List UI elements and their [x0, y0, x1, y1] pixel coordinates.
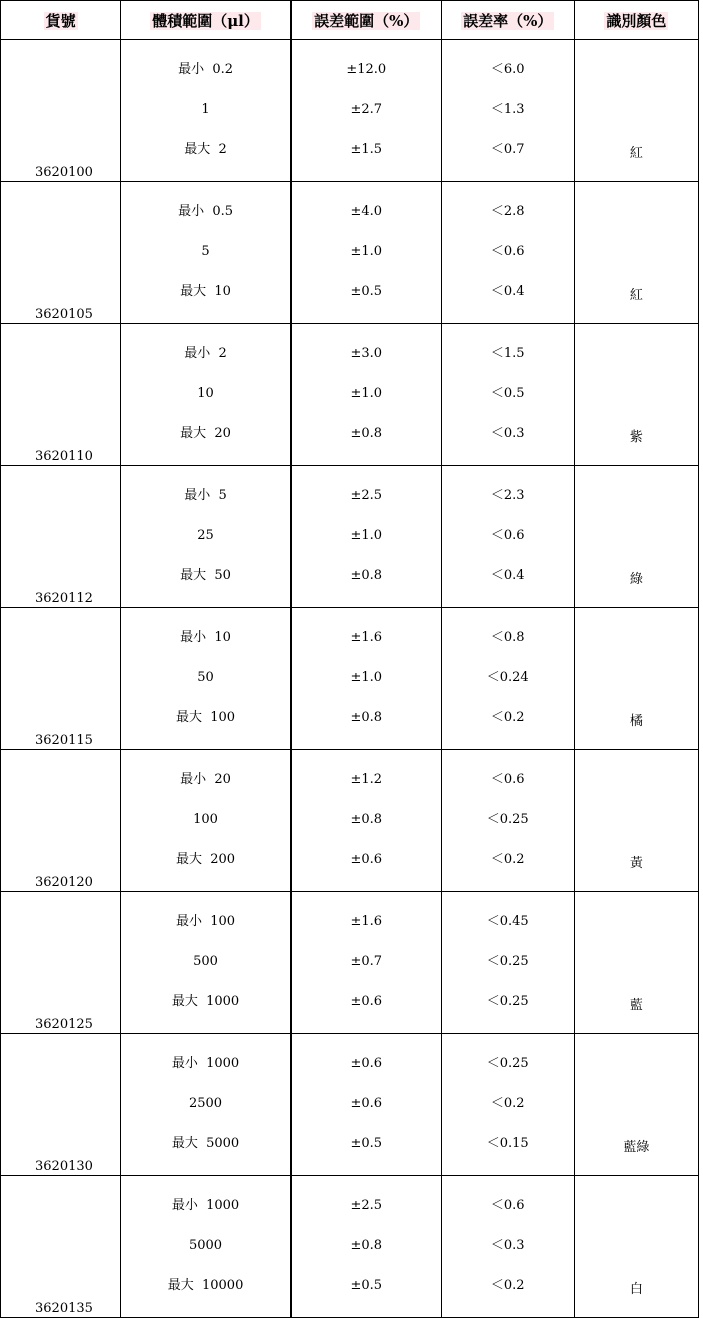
volume-value: 最小 1000	[171, 1198, 240, 1213]
rate-value: ＜0.25	[486, 812, 529, 827]
rate-value: ＜0.2	[490, 1096, 525, 1111]
header-color: 識別顏色	[574, 1, 698, 40]
color-value: 紫	[629, 430, 643, 445]
rate-value: ＜0.8	[490, 630, 525, 645]
error-value: ±2.5	[350, 488, 383, 503]
color-cell	[574, 608, 698, 750]
volume-value: 最小 2	[184, 346, 227, 361]
volume-value: 最小 20	[180, 772, 231, 787]
sku-value: 3620112	[35, 591, 93, 606]
rate-value: ＜0.4	[490, 568, 525, 583]
rate-value: ＜0.2	[490, 1278, 525, 1293]
color-value: 綠	[629, 572, 643, 587]
volume-value: 最大 200	[176, 852, 236, 867]
color-cell	[574, 182, 698, 324]
error-value: ±1.5	[350, 142, 383, 157]
volume-value: 最大 5000	[171, 1136, 240, 1151]
volume-cell	[121, 324, 291, 466]
error-cell	[291, 182, 441, 324]
error-value: ±0.8	[350, 812, 383, 827]
volume-value: 500	[193, 954, 218, 969]
volume-value: 2500	[188, 1096, 223, 1111]
volume-value: 最小 0.5	[178, 204, 234, 219]
table-row	[1, 40, 699, 182]
volume-cell	[121, 892, 291, 1034]
color-value: 藍	[629, 998, 643, 1013]
sku-value: 3620130	[35, 1159, 93, 1174]
rate-cell	[441, 466, 574, 608]
sku-value: 3620100	[35, 165, 93, 180]
header-sku: 貨號	[1, 1, 121, 40]
color-cell	[574, 40, 698, 182]
error-cell	[291, 1176, 441, 1318]
rate-value: ＜0.2	[490, 852, 525, 867]
sku-cell	[1, 750, 121, 892]
error-cell	[291, 466, 441, 608]
color-cell	[574, 750, 698, 892]
rate-cell	[441, 1176, 574, 1318]
volume-cell	[121, 750, 291, 892]
sku-value: 3620125	[35, 1017, 93, 1032]
error-cell	[291, 40, 441, 182]
volume-value: 最大 20	[180, 426, 231, 441]
rate-value: ＜2.3	[490, 488, 525, 503]
color-cell	[574, 1034, 698, 1176]
error-value: ±0.5	[350, 284, 383, 299]
error-value: ±0.8	[350, 568, 383, 583]
error-value: ±0.8	[350, 1238, 383, 1253]
error-value: ±12.0	[346, 62, 387, 77]
header-error: 誤差範圍（%）	[291, 1, 441, 40]
sku-value: 3620135	[35, 1301, 93, 1316]
error-value: ±1.0	[350, 244, 383, 259]
rate-value: ＜0.2	[490, 710, 525, 725]
color-value: 黃	[629, 856, 643, 871]
error-value: ±0.6	[350, 1096, 383, 1111]
rate-cell	[441, 750, 574, 892]
volume-value: 最大 10000	[167, 1278, 244, 1293]
error-cell	[291, 608, 441, 750]
rate-value: ＜0.3	[490, 426, 525, 441]
color-value: 紅	[629, 146, 643, 161]
sku-cell	[1, 40, 121, 182]
error-value: ±0.7	[350, 954, 383, 969]
sku-value: 3620105	[35, 307, 93, 322]
volume-value: 100	[193, 812, 218, 827]
rate-value: ＜0.4	[490, 284, 525, 299]
sku-cell	[1, 1034, 121, 1176]
volume-cell	[121, 466, 291, 608]
header-rate: 誤差率（%）	[441, 1, 574, 40]
volume-value: 5000	[188, 1238, 223, 1253]
volume-value: 最小 5	[184, 488, 227, 503]
rate-cell	[441, 40, 574, 182]
table-row	[1, 1034, 699, 1176]
rate-value: ＜1.5	[490, 346, 525, 361]
rate-value: ＜0.3	[490, 1238, 525, 1253]
sku-cell	[1, 466, 121, 608]
rate-cell	[441, 182, 574, 324]
volume-value: 最小 100	[176, 914, 236, 929]
error-value: ±1.6	[350, 630, 383, 645]
error-value: ±0.8	[350, 426, 383, 441]
rate-cell	[441, 892, 574, 1034]
rate-value: ＜0.24	[486, 670, 529, 685]
error-value: ±3.0	[350, 346, 383, 361]
rate-value: ＜2.8	[490, 204, 525, 219]
color-value: 橘	[629, 714, 643, 729]
rate-value: ＜0.7	[490, 142, 525, 157]
volume-cell	[121, 608, 291, 750]
volume-value: 最小 0.2	[178, 62, 234, 77]
rate-cell	[441, 608, 574, 750]
volume-value: 最大 2	[184, 142, 227, 157]
volume-value: 最大 10	[180, 284, 231, 299]
sku-value: 3620110	[35, 449, 93, 464]
rate-value: ＜0.25	[486, 1056, 529, 1071]
volume-value: 25	[197, 528, 214, 543]
volume-value: 最大 50	[180, 568, 231, 583]
table-row	[1, 324, 699, 466]
table-row	[1, 182, 699, 324]
volume-value: 最大 1000	[171, 994, 240, 1009]
color-value: 藍綠	[623, 1140, 650, 1155]
volume-cell	[121, 40, 291, 182]
error-cell	[291, 1034, 441, 1176]
rate-value: ＜1.3	[490, 102, 525, 117]
error-value: ±1.0	[350, 386, 383, 401]
volume-cell	[121, 1176, 291, 1318]
sku-cell	[1, 1176, 121, 1318]
error-cell	[291, 324, 441, 466]
table-row	[1, 466, 699, 608]
rate-value: ＜0.6	[490, 244, 525, 259]
rate-value: ＜0.15	[486, 1136, 529, 1151]
rate-value: ＜0.5	[490, 386, 525, 401]
volume-cell	[121, 1034, 291, 1176]
error-value: ±0.5	[350, 1278, 383, 1293]
volume-value: 最小 10	[180, 630, 231, 645]
color-value: 白	[629, 1282, 643, 1297]
sku-cell	[1, 892, 121, 1034]
color-cell	[574, 324, 698, 466]
color-cell	[574, 466, 698, 608]
rate-value: ＜0.25	[486, 994, 529, 1009]
rate-value: ＜0.6	[490, 528, 525, 543]
rate-cell	[441, 1034, 574, 1176]
volume-value: 最小 1000	[171, 1056, 240, 1071]
error-value: ±4.0	[350, 204, 383, 219]
error-value: ±1.0	[350, 670, 383, 685]
table-row	[1, 608, 699, 750]
volume-value: 10	[197, 386, 214, 401]
error-value: ±0.6	[350, 1056, 383, 1071]
rate-value: ＜0.6	[490, 1198, 525, 1213]
rate-value: ＜0.6	[490, 772, 525, 787]
error-value: ±1.6	[350, 914, 383, 929]
error-cell	[291, 750, 441, 892]
error-cell	[291, 892, 441, 1034]
volume-cell	[121, 182, 291, 324]
header-row	[1, 1, 699, 40]
sku-value: 3620120	[35, 875, 93, 890]
volume-value: 1	[201, 102, 210, 117]
volume-value: 5	[201, 244, 210, 259]
error-value: ±0.5	[350, 1136, 383, 1151]
header-volume: 體積範圍（μl）	[121, 1, 291, 40]
volume-value: 50	[197, 670, 214, 685]
error-value: ±0.6	[350, 994, 383, 1009]
rate-value: ＜0.45	[486, 914, 529, 929]
sku-cell	[1, 608, 121, 750]
rate-cell	[441, 324, 574, 466]
volume-value: 最大 100	[176, 710, 236, 725]
error-value: ±0.6	[350, 852, 383, 867]
error-value: ±2.5	[350, 1198, 383, 1213]
error-value: ±1.0	[350, 528, 383, 543]
error-value: ±0.8	[350, 710, 383, 725]
color-value: 紅	[629, 288, 643, 303]
color-cell	[574, 1176, 698, 1318]
table-row	[1, 1176, 699, 1318]
color-cell	[574, 892, 698, 1034]
sku-cell	[1, 324, 121, 466]
sku-cell	[1, 182, 121, 324]
error-value: ±2.7	[350, 102, 383, 117]
rate-value: ＜6.0	[490, 62, 525, 77]
rate-value: ＜0.25	[486, 954, 529, 969]
sku-value: 3620115	[35, 733, 93, 748]
table-row	[1, 750, 699, 892]
table-row	[1, 892, 699, 1034]
error-value: ±1.2	[350, 772, 383, 787]
